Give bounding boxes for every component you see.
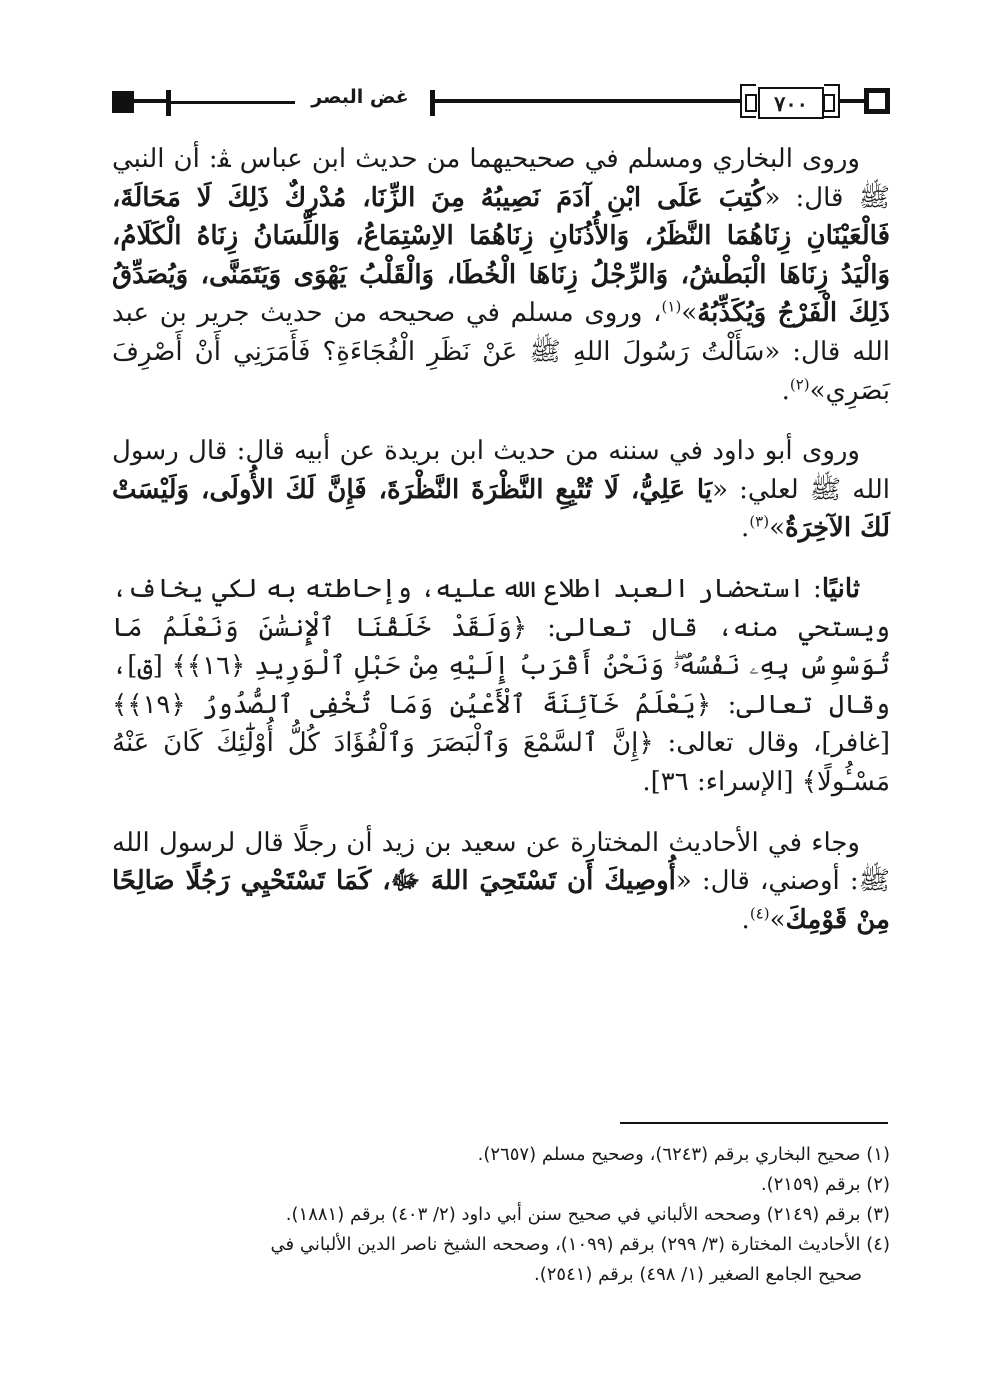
- text-segment: .: [741, 513, 750, 544]
- footnote: (٤) الأحاديث المختارة (٣/ ٢٩٩) برقم (١٠٩٩)، وصححه الشيخ ناصر الدين الألباني في: [270, 1234, 890, 1255]
- text-segment: وجاء في الأحاديث المختارة عن سعيد بن زيد أن رجلًا قال لرسول الله ﷺ: أوصني، قال: «: [112, 827, 890, 897]
- frame-ornament: [740, 84, 756, 118]
- footnote: (٣) برقم (٢١٤٩) وصححه الألباني في صحيح سنن أبي داود (٢/ ٤٠٣) برقم (١٨٨١).: [285, 1204, 890, 1225]
- hadith-text: كُتِبَ عَلَى ابْنِ آدَمَ نَصِيبُهُ مِنَ الزِّنَا، مُدْرِكٌ ذَلِكَ لَا مَحَالَةَ، فَالْعَيْنَانِ زِنَاهُمَا النَّظَرُ، وَالأُذُنَانِ زِنَاهُمَا الاِسْتِمَاعُ، وَاللِّسَانُ زِنَاهُ الْكَلَامُ، وَالْيَدُ زِنَاهَا الْبَطْشُ، وَالرِّجْلُ زِنَاهَا الْخُطَا، وَالْقَلْبُ يَهْوَى وَيَتَمَنَّى، وَيُصَدِّقُ ذَلِكَ الْفَرْجُ وَيُكَذِّبُهُ: [112, 182, 891, 329]
- footnote-continuation: صحيح الجامع الصغير (١/ ٤٩٨) برقم (٢٥٤١).: [533, 1264, 862, 1285]
- hadith-text: ثانيًا: [821, 573, 860, 604]
- text-segment: .: [741, 904, 750, 935]
- paragraph: [112, 140, 890, 410]
- text-segment: : استحضار العبد اطلاع الله عليه، وإحاطته به لكي يخاف، ويستحي منه، قال تعالى: ﴿وَلَقَدْ خَلَقْنَا ٱلْإِنسَٰنَ وَنَعْلَمُ مَا تُوَسْوِسُ بِهِۦ نَفْسُهُۥۖ وَنَحْنُ أَقْرَبُ إِلَيْهِ مِنْ حَبْلِ ٱلْوَرِيدِ ﴿١٦﴾﴾ [ق]، وقال تعالى: ﴿يَعْلَمُ خَآئِنَةَ ٱلْأَعْيُنِ وَمَا تُخْفِى ٱلصُّدُورُ ﴿١٩﴾﴾ [غافر]، وقال تعالى: ﴿إِنَّ ٱلسَّمْعَ وَٱلْبَصَرَ وَٱلْفُؤَادَ كُلُّ أُوْلَٰٓئِكَ كَانَ عَنْهُ مَسْـُٔولًا﴾ [الإسراء: ٣٦].: [112, 573, 890, 797]
- paragraph: [112, 432, 890, 548]
- footnote: (٢) برقم (٢١٥٩).: [760, 1174, 890, 1195]
- header-divider: [430, 90, 435, 116]
- header-rule: [134, 99, 166, 103]
- running-title: غض البصر: [311, 86, 409, 108]
- text-segment: »: [769, 904, 786, 935]
- footnote-reference[interactable]: (١): [661, 297, 682, 316]
- page-header: [112, 82, 890, 124]
- header-ornament-square: [112, 91, 134, 113]
- main-text: [112, 140, 890, 939]
- footnotes: [112, 1140, 890, 1290]
- header-ornament-square: [864, 88, 890, 114]
- paragraph: [112, 570, 890, 802]
- footnote-reference[interactable]: (٣): [749, 512, 770, 531]
- footnote-separator: [620, 1122, 888, 1124]
- hadith-text: أُوصِيكَ أَن تَسْتَحِيَ اللهَ ﷻ، كَمَا تَسْتَحْيِي رَجُلًا صَالِحًا مِنْ قَوْمِكَ: [112, 866, 890, 935]
- paragraph: [112, 824, 890, 940]
- page-number-frame: [740, 84, 840, 120]
- hadith-text: يَا عَلِيُّ، لَا تُتْبِعِ النَّظْرَةَ النَّظْرَةَ، فَإِنَّ لَكَ الأُولَى، وَلَيْسَتْ لَكَ الآخِرَةُ: [112, 474, 890, 544]
- text-segment: .: [781, 375, 790, 406]
- text-segment: »: [681, 298, 698, 329]
- header-rule: [171, 101, 295, 104]
- text-segment: »: [769, 513, 786, 544]
- frame-ornament: [824, 84, 840, 118]
- footnote: (١) صحيح البخاري برقم (٦٢٤٣)، وصحيح مسلم (٢٦٥٧).: [477, 1144, 890, 1165]
- footnote-reference[interactable]: (٢): [789, 374, 810, 393]
- page-number: ٧٠٠: [758, 87, 824, 119]
- text-segment: ، وروى مسلم في صحيحه من حديث جرير بن عبد الله قال: «سَأَلْتُ رَسُولَ اللهِ ﷺ عَنْ نَظَرِ الْفُجَاءَةِ؟ فَأَمَرَنِي أَنْ أَصْرِفَ بَصَرِي»: [112, 298, 890, 406]
- text-segment: وروى البخاري ومسلم في صحيحيهما من حديث ابن عباس ﭭ: أن النبي ﷺ قال: «: [112, 144, 890, 213]
- text-segment: وروى أبو داود في سننه من حديث ابن بريدة عن أبيه قال: قال رسول الله ﷺ لعلي: «: [112, 436, 890, 505]
- footnote-reference[interactable]: (٤): [749, 904, 770, 923]
- header-rule: [840, 99, 864, 103]
- header-rule: [435, 99, 740, 103]
